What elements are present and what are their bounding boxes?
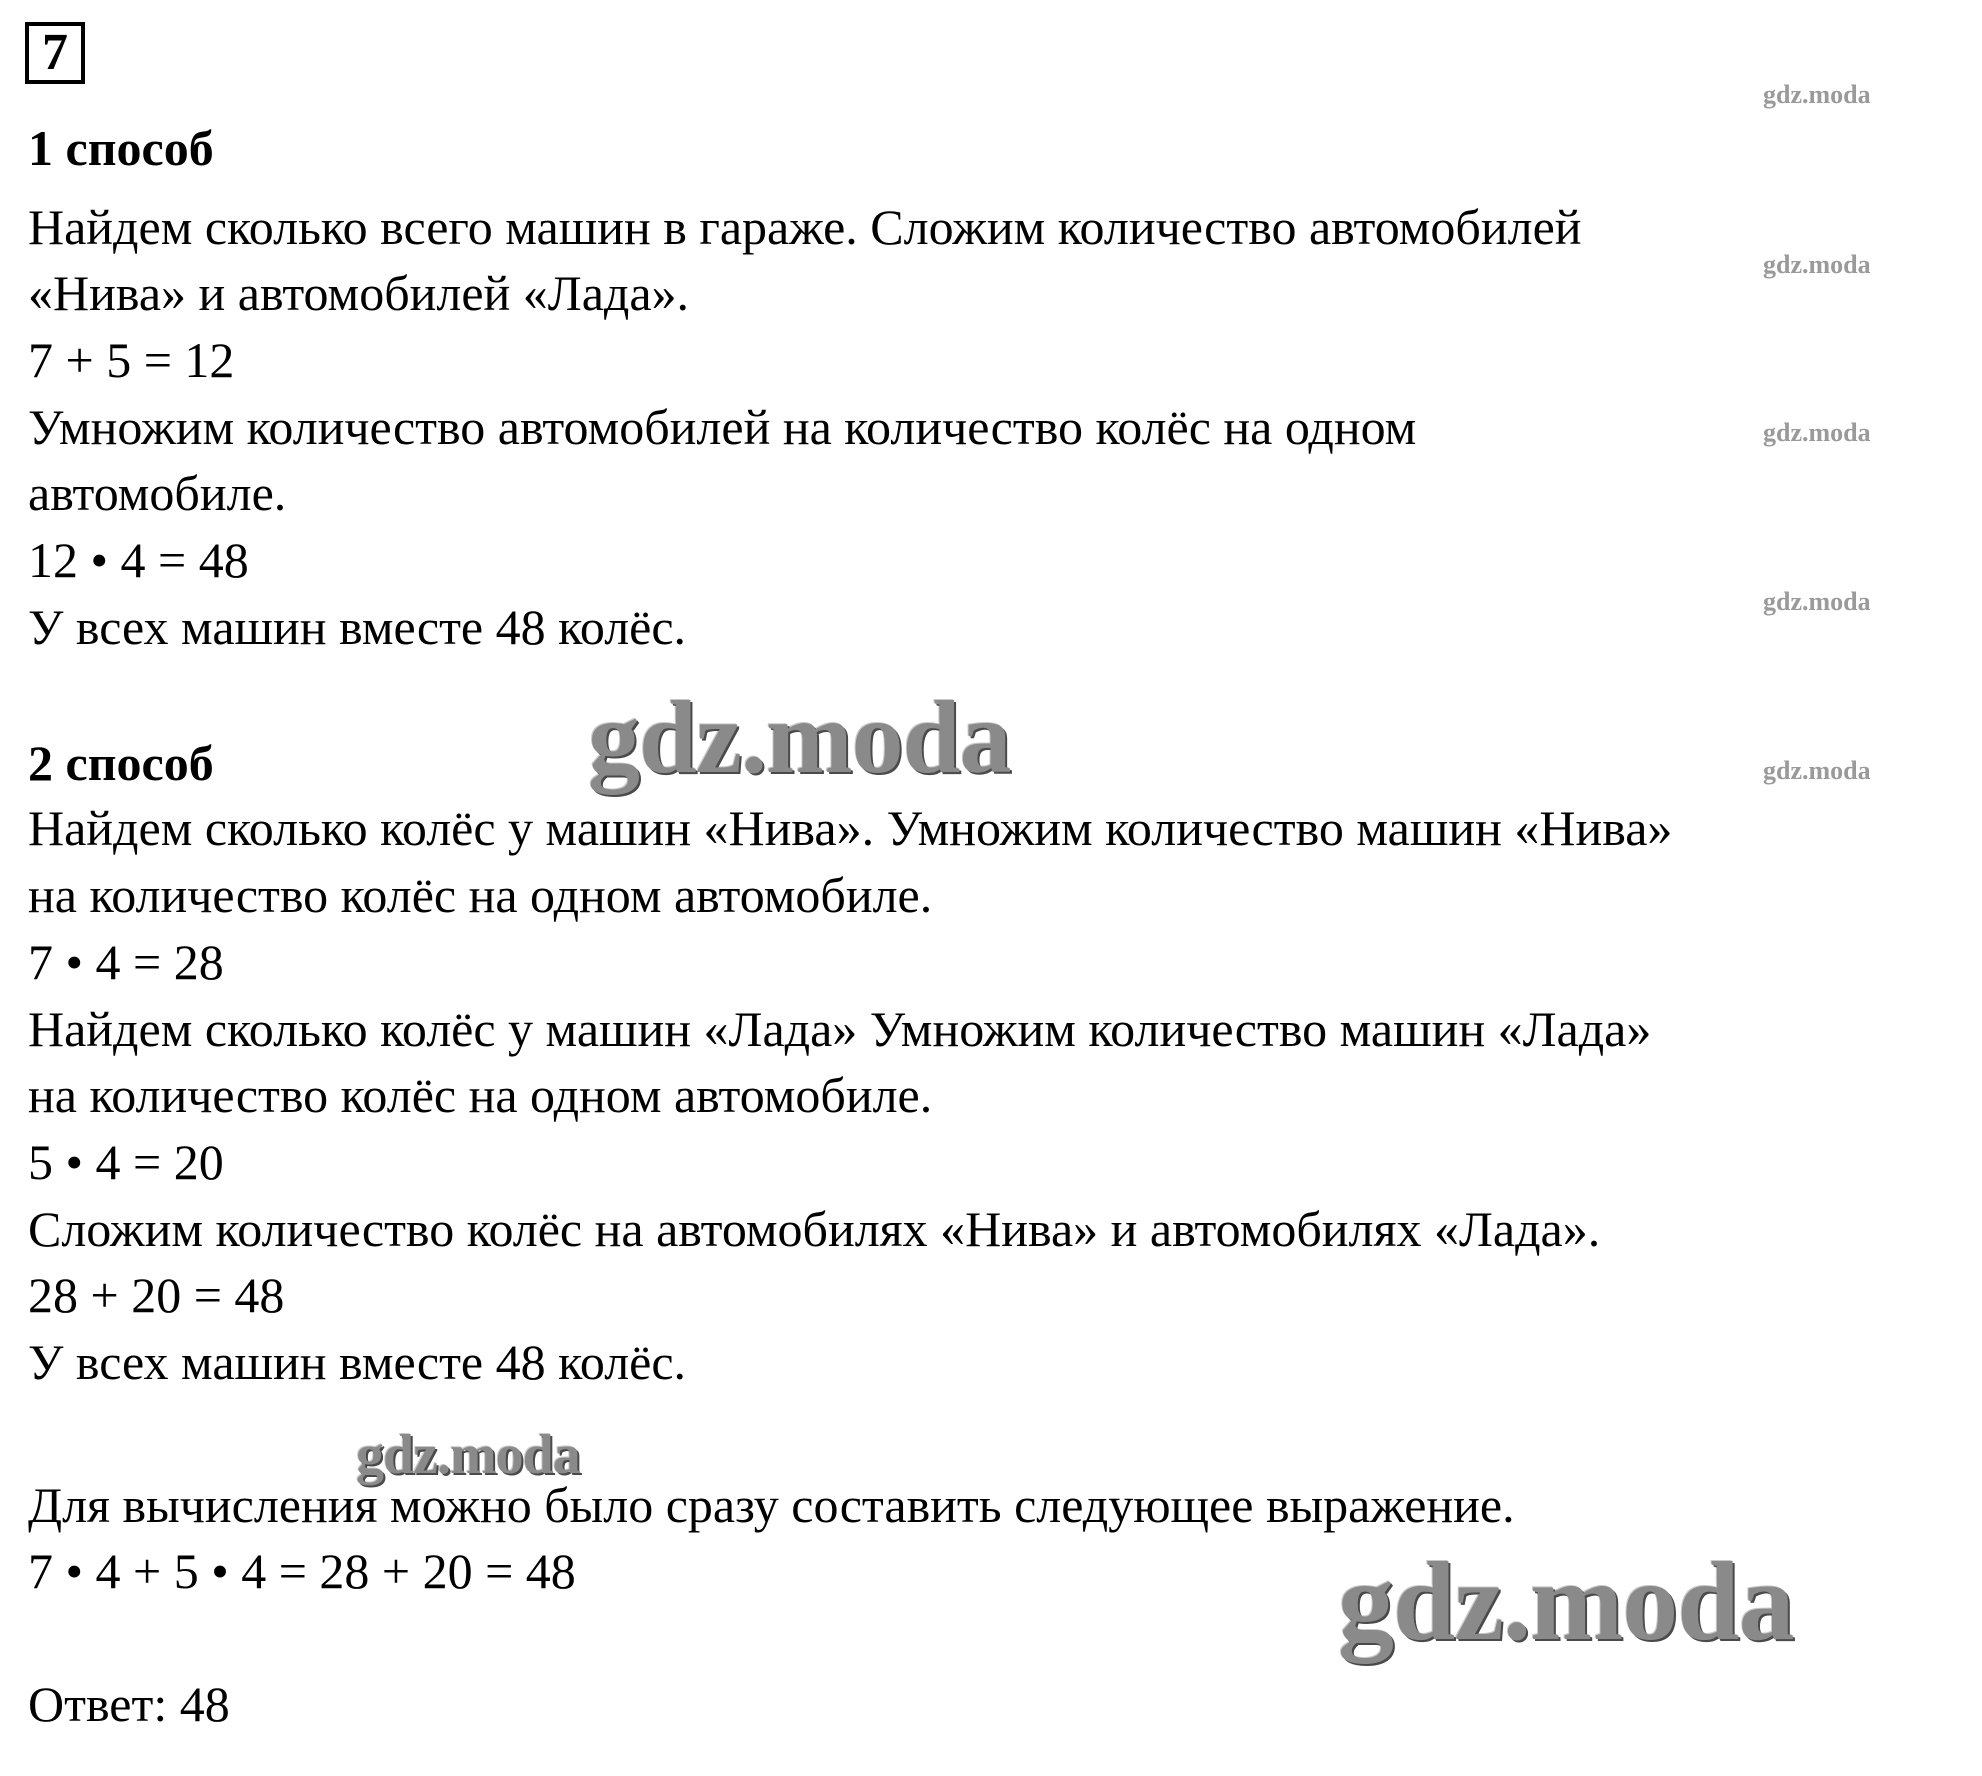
- summary-text: Для вычисления можно было сразу составить следующее выражение.: [28, 1477, 1515, 1533]
- method2-heading: 2 способ: [28, 735, 214, 791]
- watermark-small: gdz.moda: [1763, 587, 1871, 616]
- watermark-large: gdz.moda: [588, 680, 1011, 795]
- watermark-small: gdz.moda: [1763, 250, 1871, 279]
- method1-equation: 7 + 5 = 12: [28, 332, 235, 388]
- method2-line: на количество колёс на одном автомобиле.: [28, 867, 933, 923]
- method2-line: Найдем сколько колёс у машин «Нива». Умножим количество машин «Нива»: [28, 800, 1673, 856]
- method2-conclusion: У всех машин вместе 48 колёс.: [28, 1334, 687, 1390]
- method1-equation: 12 • 4 = 48: [28, 532, 249, 588]
- task-number-box: 7: [25, 22, 85, 84]
- method1-line: автомобиле.: [28, 465, 287, 521]
- summary-expression: 7 • 4 + 5 • 4 = 28 + 20 = 48: [28, 1543, 576, 1599]
- method1-conclusion: У всех машин вместе 48 колёс.: [28, 599, 687, 655]
- watermark-small: gdz.moda: [1763, 80, 1871, 109]
- method1-line: «Нива» и автомобилей «Лада».: [28, 265, 690, 321]
- method2-line: Сложим количество колёс на автомобилях «Нива» и автомобилях «Лада».: [28, 1201, 1601, 1257]
- method1-heading: 1 способ: [28, 120, 214, 176]
- watermark-large: gdz.moda: [1338, 1540, 1794, 1664]
- method2-equation: 7 • 4 = 28: [28, 934, 224, 990]
- method2-line: Найдем сколько колёс у машин «Лада» Умножим количество машин «Лада»: [28, 1001, 1652, 1057]
- method1-line: Найдем сколько всего машин в гараже. Сложим количество автомобилей: [28, 199, 1582, 255]
- answer-text: Ответ: 48: [28, 1676, 230, 1732]
- method2-equation: 28 + 20 = 48: [28, 1267, 285, 1323]
- watermark-medium: gdz.moda: [356, 1424, 580, 1486]
- method1-line: Умножим количество автомобилей на количество колёс на одном: [28, 399, 1417, 455]
- watermark-small: gdz.moda: [1763, 418, 1871, 447]
- method2-equation: 5 • 4 = 20: [28, 1134, 224, 1190]
- method2-line: на количество колёс на одном автомобиле.: [28, 1067, 933, 1123]
- watermark-small: gdz.moda: [1763, 756, 1871, 785]
